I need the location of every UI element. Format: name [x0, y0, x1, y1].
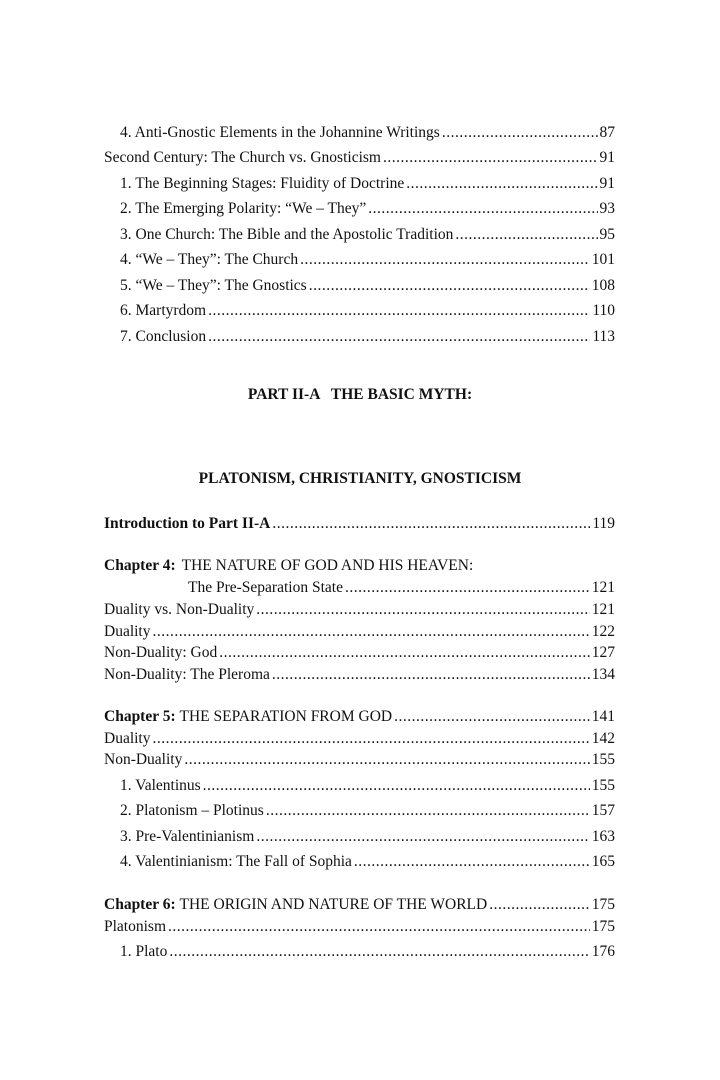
leader-dots [489, 896, 590, 914]
toc-entry [104, 662, 615, 684]
toc-entry-title: Platonism [104, 918, 167, 935]
leader-dots [203, 777, 590, 795]
toc-entry [104, 914, 615, 936]
leader-dots [168, 918, 590, 936]
toc-entry-page: 87 [599, 124, 615, 141]
toc-entry-page: 165 [591, 853, 615, 870]
toc-entry-page: 157 [591, 802, 615, 819]
chapter-title: THE SEPARATION FROM GOD [179, 708, 393, 725]
toc-entry [104, 120, 615, 142]
leader-dots [272, 666, 590, 684]
toc-entry [104, 939, 615, 961]
toc-entry-title: 1. Plato [120, 943, 168, 960]
toc-entry-title: 3. Pre-Valentinianism [120, 828, 255, 845]
part-subheading: PLATONISM, CHRISTIANITY, GNOSTICISM [198, 470, 522, 487]
chapter-title: THE ORIGIN AND NATURE OF THE WORLD [179, 896, 488, 913]
toc-entry-title: 6. Martyrdom [120, 302, 207, 319]
leader-dots [394, 708, 590, 726]
toc-entry-title: Introduction to Part II-A [104, 515, 271, 532]
toc-entry-page: 163 [591, 828, 615, 845]
chapter-label: Chapter 5: [104, 708, 176, 725]
toc-entry-page: 101 [591, 251, 615, 268]
toc-entry [104, 798, 615, 820]
leader-dots [406, 175, 597, 193]
toc-entry-page: 134 [591, 666, 615, 683]
toc-entry-page: 127 [591, 644, 615, 661]
chapter-6-heading [104, 892, 615, 914]
chapter-title: THE NATURE OF GOD AND HIS HEAVEN: [181, 557, 474, 574]
chapter-subtitle: The Pre-Separation State [188, 579, 343, 596]
toc-entry [104, 273, 615, 295]
toc-entry-title: Second Century: The Church vs. Gnosticism [104, 149, 381, 166]
leader-dots [219, 644, 590, 662]
toc-entry [104, 247, 615, 269]
toc-entry-page: 141 [591, 708, 615, 725]
toc-entry-page: 122 [591, 623, 615, 640]
toc-entry-page: 155 [591, 751, 615, 768]
toc-entry-title: 3. One Church: The Bible and the Apostolic Tradition [120, 226, 454, 243]
toc-entry-title: 5. “We – They”: The Gnostics [120, 277, 307, 294]
toc-entry-title: Non-Duality [104, 751, 183, 768]
toc-entry-page: 91 [599, 175, 615, 192]
leader-dots [184, 751, 589, 769]
leader-dots [383, 149, 598, 167]
leader-dots [345, 579, 590, 597]
toc-entry-page: 175 [591, 896, 615, 913]
toc-entry-title: 7. Conclusion [120, 328, 207, 345]
leader-dots [368, 200, 597, 218]
toc-entry-page: 93 [599, 200, 615, 217]
toc-entry-page: 155 [591, 777, 615, 794]
leader-dots [208, 302, 590, 320]
toc-introduction [104, 511, 615, 533]
toc-entry-title: Duality [104, 623, 151, 640]
chapter-label: Chapter 4: [104, 557, 176, 574]
leader-dots [153, 623, 590, 641]
toc-entry-page: 121 [591, 579, 615, 596]
toc-entry-title: 1. The Beginning Stages: Fluidity of Doctrine [120, 175, 405, 192]
leader-dots [309, 277, 590, 295]
toc-entry-title: Duality [104, 730, 151, 747]
toc-entry [104, 196, 615, 218]
toc-entry-page: 142 [591, 730, 615, 747]
toc-entry-page: 119 [592, 515, 615, 532]
leader-dots [153, 730, 590, 748]
toc-entry [104, 575, 615, 597]
leader-dots [354, 853, 590, 871]
toc-entry [104, 824, 615, 846]
toc-entry-page: 95 [599, 226, 615, 243]
toc-entry-title: Non-Duality: The Pleroma [104, 666, 270, 683]
leader-dots [272, 515, 590, 533]
leader-dots [208, 328, 590, 346]
toc-entry [104, 145, 615, 167]
chapter-5-heading [104, 704, 615, 726]
toc-entry [104, 597, 615, 619]
part-heading: PART II-A THE BASIC MYTH: [247, 386, 473, 403]
toc-entry-title: 2. The Emerging Polarity: “We – They” [120, 200, 367, 217]
toc-entry-page: 108 [591, 277, 615, 294]
toc-entry [104, 640, 615, 662]
toc-entry-title: 4. Anti-Gnostic Elements in the Johannine Writings [120, 124, 440, 141]
toc-entry [104, 849, 615, 871]
toc-entry-title: Duality vs. Non-Duality [104, 601, 255, 618]
leader-dots [169, 943, 589, 961]
toc-entry-page: 121 [591, 601, 615, 618]
toc-entry-title: 4. “We – They”: The Church [120, 251, 299, 268]
leader-dots [256, 601, 590, 619]
toc-entry-page: 175 [591, 918, 615, 935]
toc-entry [104, 747, 615, 769]
toc-entry-page: 113 [592, 328, 615, 345]
toc-entry-title: 4. Valentinianism: The Fall of Sophia [120, 853, 352, 870]
leader-dots [442, 124, 598, 142]
toc-entry [104, 324, 615, 346]
toc-entry [104, 726, 615, 748]
chapter-4-heading [104, 553, 615, 575]
toc-entry [104, 222, 615, 244]
toc-entry-page: 110 [592, 302, 615, 319]
chapter-label: Chapter 6: [104, 896, 176, 913]
toc-entry-title: 2. Platonism – Plotinus [120, 802, 264, 819]
table-of-contents [104, 0, 615, 1080]
leader-dots [455, 226, 597, 244]
toc-entry-page: 176 [591, 943, 615, 960]
toc-entry-page: 91 [599, 149, 615, 166]
toc-entry [104, 298, 615, 320]
toc-entry-title: 1. Valentinus [120, 777, 201, 794]
toc-entry [104, 171, 615, 193]
leader-dots [300, 251, 590, 269]
leader-dots [256, 828, 589, 846]
toc-entry [104, 619, 615, 641]
leader-dots [266, 802, 590, 820]
toc-entry-title: Non-Duality: God [104, 644, 218, 661]
toc-entry [104, 773, 615, 795]
